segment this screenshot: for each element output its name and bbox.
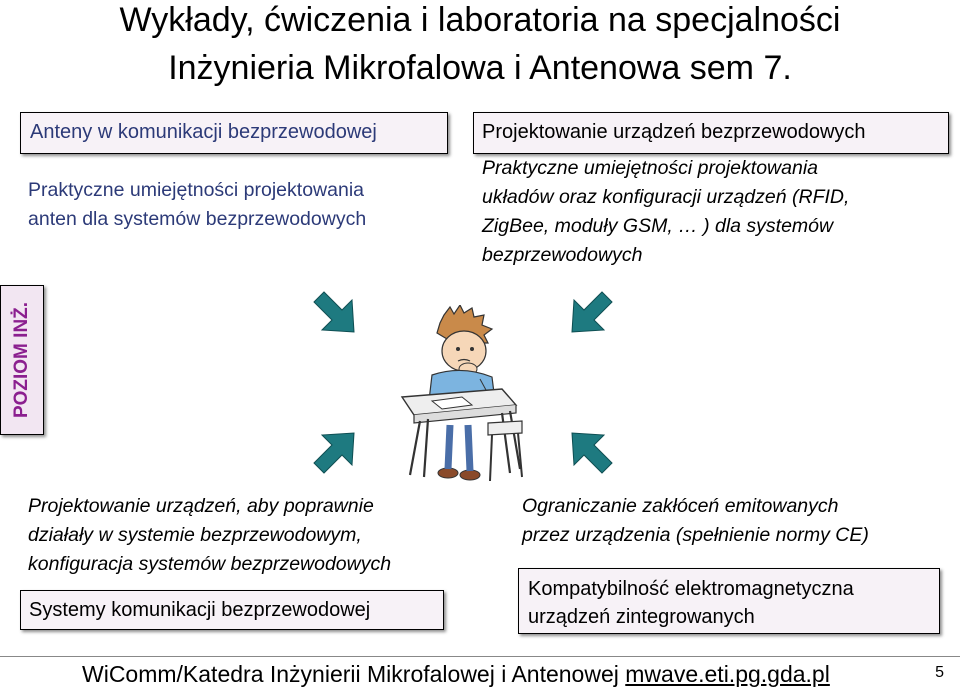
- level-side-label-text: POZIOM INŻ.: [11, 301, 32, 419]
- slide-title-line1: Wykłady, ćwiczenia i laboratoria na specjalności: [119, 1, 841, 39]
- systems-desc-line3: konfiguracja systemów bezprzewodowych: [28, 553, 392, 575]
- footer-text: [82, 659, 830, 689]
- arrow-down-left-icon: [564, 288, 616, 340]
- device-design-course-label: Projektowanie urządzeń bezprzewodowych: [482, 121, 866, 143]
- emc-desc-line1: Ograniczanie zakłóceń emitowanych: [522, 495, 839, 517]
- antennas-desc-line2: anten dla systemów bezprzewodowych: [28, 208, 367, 230]
- footer-link[interactable]: mwave.eti.pg.gda.pl: [625, 661, 830, 687]
- systems-desc-line2: działały w systemie bezprzewodowym,: [28, 524, 362, 546]
- slide-title-line2: Inżynieria Mikrofalowa i Antenowa sem 7.: [168, 49, 792, 87]
- device-design-desc-line4: bezprzewodowych: [482, 244, 643, 266]
- level-side-label: [0, 285, 44, 435]
- footer-org: WiComm/Katedra Inżynierii Mikrofalowej i Antenowej: [82, 661, 619, 687]
- emc-desc-line2: przez urządzenia (spełnienie normy CE): [522, 524, 869, 546]
- antennas-course-label: Anteny w komunikacji bezprzewodowej: [30, 121, 377, 143]
- student-at-desk-illustration: [392, 305, 527, 485]
- page-number: 5: [935, 664, 944, 681]
- device-design-desc-line3: ZigBee, moduły GSM, … ) dla systemów: [482, 215, 834, 237]
- device-design-desc-line2: układów oraz konfiguracji urządzeń (RFID,: [482, 186, 850, 208]
- wireless-systems-course-label: Systemy komunikacji bezprzewodowej: [29, 599, 371, 621]
- arrow-up-left-icon: [564, 425, 616, 477]
- arrow-up-right-icon: [310, 425, 362, 477]
- emc-course-label-line1: Kompatybilność elektromagnetyczna: [528, 578, 854, 600]
- footer-divider: [0, 656, 960, 657]
- antennas-desc-line1: Praktyczne umiejętności projektowania: [28, 179, 364, 201]
- arrow-down-right-icon: [310, 288, 362, 340]
- emc-course-label-line2: urządzeń zintegrowanych: [528, 606, 755, 628]
- systems-desc-line1: Projektowanie urządzeń, aby poprawnie: [28, 495, 374, 517]
- device-design-desc-line1: Praktyczne umiejętności projektowania: [482, 157, 818, 179]
